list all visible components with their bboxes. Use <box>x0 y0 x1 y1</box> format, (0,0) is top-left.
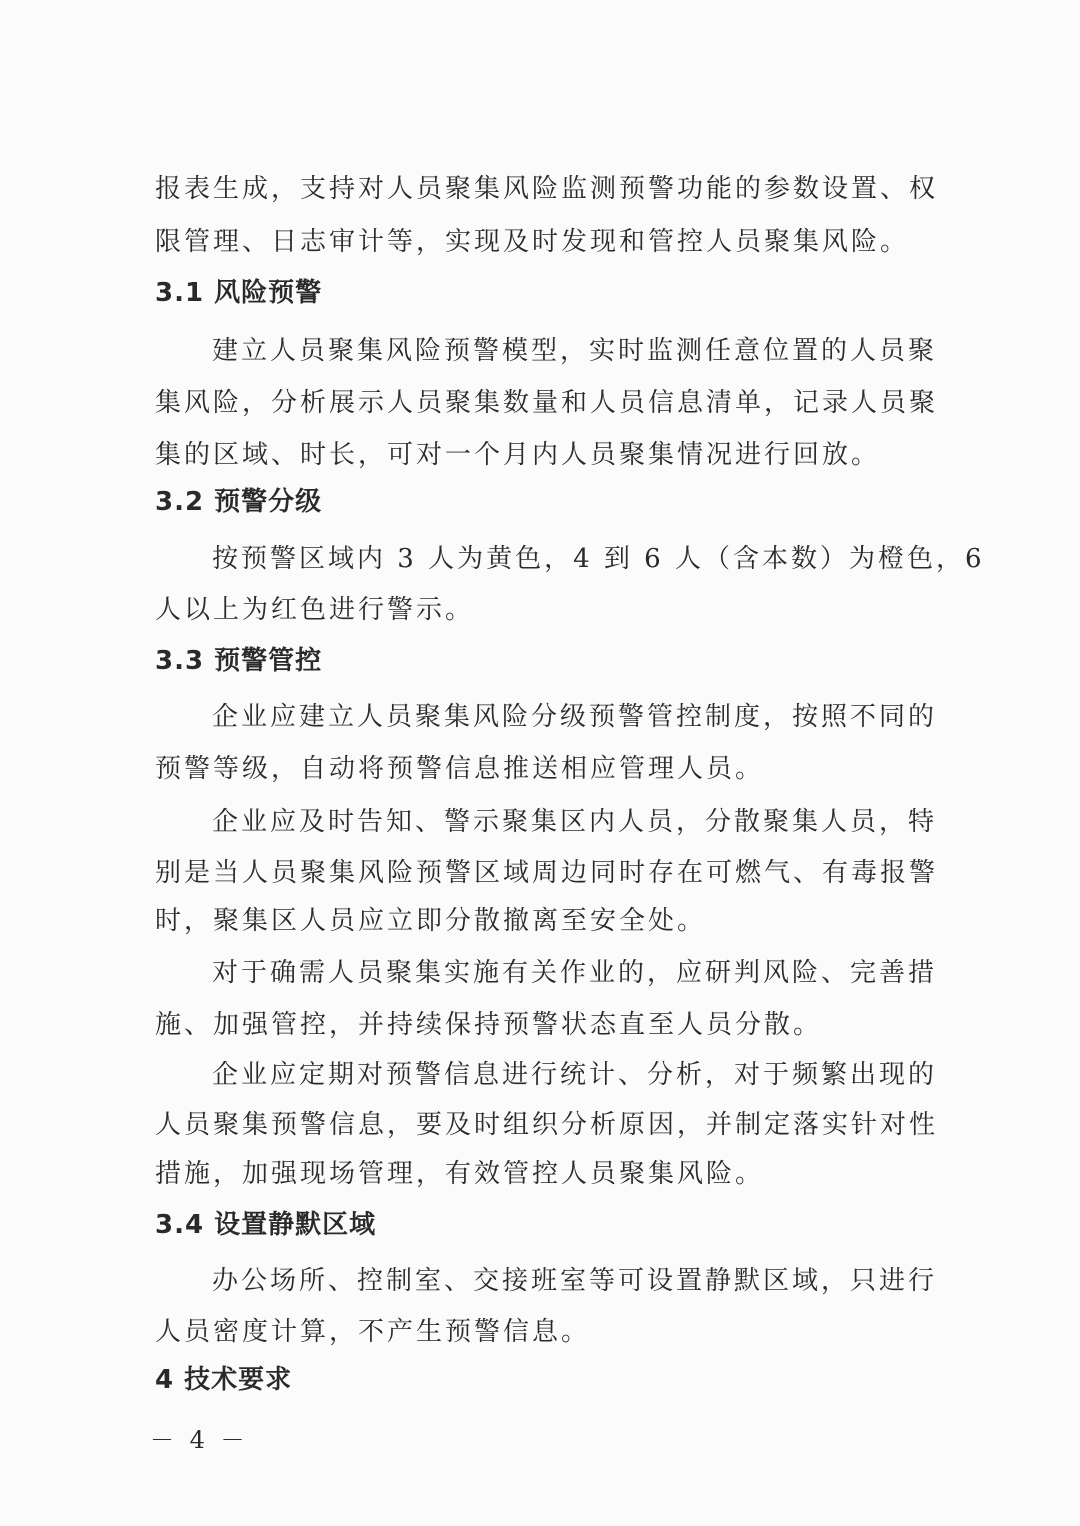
text-line: 办公场所、控制室、交接班室等可设置静默区域，只进行 <box>212 1266 938 1296</box>
text-line: 集的区域、时长，可对一个月内人员聚集情况进行回放。 <box>155 440 881 470</box>
text-line: 限管理、日志审计等，实现及时发现和管控人员聚集风险。 <box>155 227 910 257</box>
section-heading: 3.4 设置静默区域 <box>155 1210 377 1240</box>
text-line: 企业应建立人员聚集风险分级预警管控制度，按照不同的 <box>212 702 938 732</box>
text-line: 预警等级，自动将预警信息推送相应管理人员。 <box>155 754 765 784</box>
text-line: 企业应定期对预警信息进行统计、分析，对于频繁出现的 <box>212 1060 938 1090</box>
text-line: 建立人员聚集风险预警模型，实时监测任意位置的人员聚 <box>212 336 938 366</box>
section-heading: 3.3 预警管控 <box>155 646 323 676</box>
text-line: 人员聚集预警信息，要及时组织分析原因，并制定落实针对性 <box>155 1110 939 1140</box>
text-line: 人以上为红色进行警示。 <box>155 595 475 625</box>
text-line: 按预警区域内 3 人为黄色，4 到 6 人（含本数）为橙色，6 <box>212 544 985 574</box>
text-line: 别是当人员聚集风险预警区域周边同时存在可燃气、有毒报警 <box>155 858 939 888</box>
section-heading: 4 技术要求 <box>155 1365 293 1395</box>
text-line: 集风险，分析展示人员聚集数量和人员信息清单，记录人员聚 <box>155 388 939 418</box>
page-number: － 4 － <box>150 1426 249 1454</box>
text-line: 时，聚集区人员应立即分散撤离至安全处。 <box>155 906 707 936</box>
text-line: 企业应及时告知、警示聚集区内人员，分散聚集人员，特 <box>212 807 938 837</box>
text-line: 报表生成，支持对人员聚集风险监测预警功能的参数设置、权 <box>155 174 939 204</box>
text-line: 施、加强管控，并持续保持预警状态直至人员分散。 <box>155 1010 823 1040</box>
section-heading: 3.2 预警分级 <box>155 487 323 517</box>
text-line: 措施，加强现场管理，有效管控人员聚集风险。 <box>155 1159 765 1189</box>
text-line: 对于确需人员聚集实施有关作业的，应研判风险、完善措 <box>212 958 938 988</box>
text-line: 人员密度计算，不产生预警信息。 <box>155 1317 591 1347</box>
section-heading: 3.1 风险预警 <box>155 278 323 308</box>
